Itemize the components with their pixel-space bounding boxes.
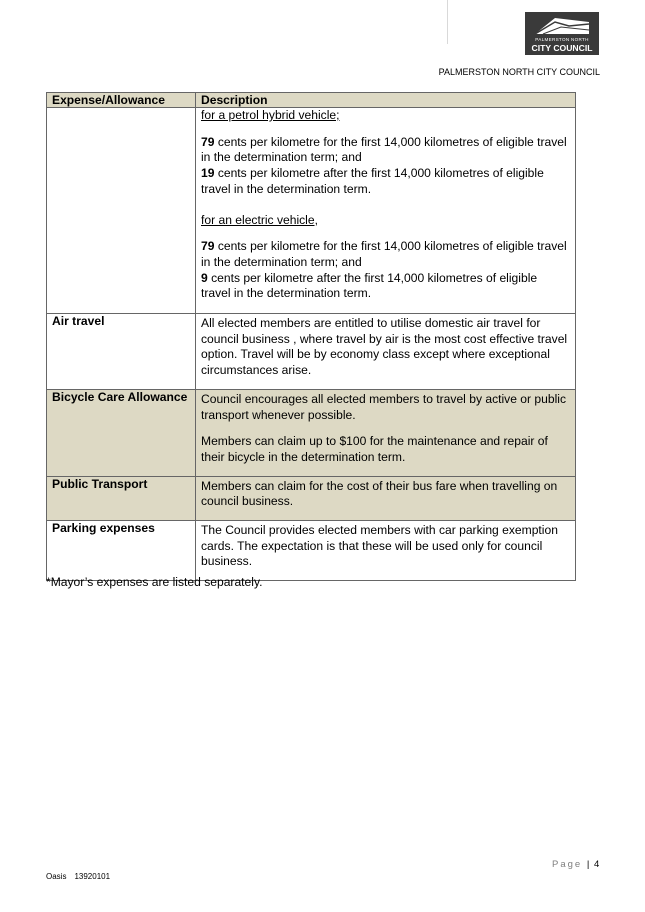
row-name: Parking expenses bbox=[47, 521, 196, 581]
table-row-public-transport bbox=[47, 476, 576, 520]
header-expense-allowance: Expense/Allowance bbox=[47, 93, 196, 108]
hybrid-vehicle-label: for a petrol hybrid vehicle; bbox=[201, 108, 340, 122]
row-description bbox=[196, 108, 576, 314]
hybrid-rate-first: 79 cents per kilometre for the first 14,000 kilometres of eligible travel in the determination term; and bbox=[201, 134, 567, 165]
table-row-vehicle-rates bbox=[47, 108, 576, 314]
council-logo bbox=[525, 12, 599, 55]
row-name: Public Transport bbox=[47, 476, 196, 520]
table-row-parking bbox=[47, 521, 576, 581]
page-word: Page bbox=[552, 859, 583, 870]
row-description: The Council provides elected members with car parking exemption cards. The expectation is that these will be used only for council business. bbox=[196, 521, 576, 581]
table-header-row bbox=[47, 93, 576, 108]
expense-table bbox=[46, 92, 576, 581]
page-number bbox=[552, 859, 599, 870]
page-separator: | bbox=[586, 859, 590, 870]
header-description: Description bbox=[196, 93, 576, 108]
oasis-reference bbox=[46, 872, 110, 881]
oasis-number: 13920101 bbox=[74, 872, 111, 881]
logo-roof-graphic bbox=[525, 12, 599, 38]
electric-vehicle-label: for an electric vehicle, bbox=[201, 212, 318, 227]
row-name bbox=[47, 108, 196, 314]
page-number-value: 4 bbox=[593, 859, 600, 870]
logo-text-line2: CITY COUNCIL bbox=[531, 43, 593, 53]
row-description: Members can claim for the cost of their bus fare when travelling on council business. bbox=[196, 476, 576, 520]
row-description: All elected members are entitled to utilise domestic air travel for council business , where travel by air is the most cost effective travel option. Travel will be by economy class except where exceptional circumstances arise. bbox=[196, 314, 576, 390]
table-row-air-travel bbox=[47, 314, 576, 390]
council-name-header: PALMERSTON NORTH CITY COUNCIL bbox=[438, 67, 600, 77]
row-name: Bicycle Care Allowance bbox=[47, 389, 196, 476]
logo-text-line1: PALMERSTON NORTH bbox=[535, 37, 589, 42]
electric-rate-after: 9 cents per kilometre after the first 14,000 kilometres of eligible travel in the determination term. bbox=[201, 270, 538, 301]
row-name: Air travel bbox=[47, 314, 196, 390]
header-divider-line bbox=[447, 0, 448, 44]
hybrid-rate-after: 19 cents per kilometre after the first 14,000 kilometres of eligible travel in the determination term. bbox=[201, 166, 544, 196]
oasis-label: Oasis bbox=[46, 872, 67, 881]
footnote: *Mayor’s expenses are listed separately. bbox=[46, 575, 263, 589]
row-description: Council encourages all elected members to travel by active or public transport whenever possible. Members can claim up to $100 for the maintenance and repair of their bicycle in the determination term. bbox=[196, 389, 576, 476]
electric-rate-first: 79 cents per kilometre for the first 14,000 kilometres of eligible travel in the determination term; and bbox=[201, 239, 567, 269]
table-row-bicycle-care bbox=[47, 389, 576, 476]
